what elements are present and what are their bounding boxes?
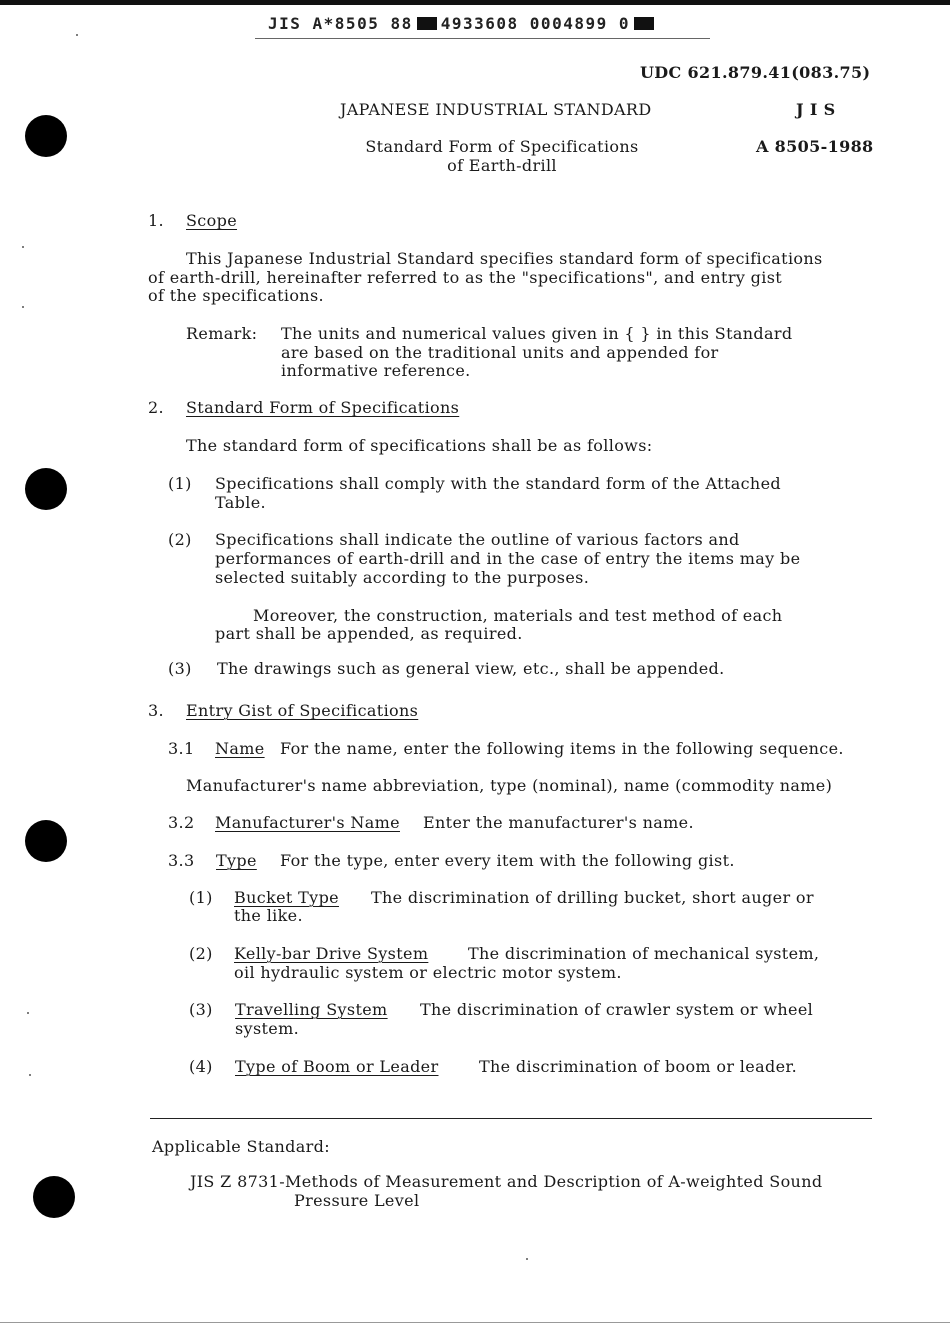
mark-block xyxy=(417,17,437,30)
list-item-text: performances of earth-drill and in the case of entry the items may be xyxy=(215,549,801,568)
scope-para-line: This Japanese Industrial Standard specifies standard form of specifications xyxy=(186,249,823,268)
remark-text-line: informative reference. xyxy=(281,361,471,380)
list-item-text: Specifications shall indicate the outline of various factors and xyxy=(215,530,740,549)
document-title-line1: Standard Form of Specifications xyxy=(365,137,639,156)
mark-block xyxy=(634,17,654,30)
scan-speck xyxy=(76,34,78,36)
standard-org-label: JAPANESE INDUSTRIAL STANDARD xyxy=(340,100,652,119)
type-item-number: (1) xyxy=(189,888,213,907)
remark-text-line: are based on the traditional units and appended for xyxy=(281,343,719,362)
document-title-line2: of Earth-drill xyxy=(447,156,557,175)
section-3-heading: Entry Gist of Specifications xyxy=(186,701,419,720)
standard-designation: A 8505-1988 xyxy=(756,137,874,156)
type-item-text: The discrimination of drilling bucket, short auger or xyxy=(371,888,814,907)
applicable-standard-ref: Pressure Level xyxy=(294,1191,420,1210)
scan-speck xyxy=(526,1258,528,1260)
subsection-text: For the name, enter the following items in the following sequence. xyxy=(280,739,844,758)
section-1-heading: Scope xyxy=(186,211,238,230)
subsection-text: For the type, enter every item with the following gist. xyxy=(280,851,735,870)
subsection-heading: Manufacturer's Name xyxy=(215,813,400,832)
punch-hole xyxy=(33,1176,75,1218)
scope-para-line: of earth-drill, hereinafter referred to as the "specifications", and entry gist xyxy=(148,268,783,287)
type-item-number: (2) xyxy=(189,944,213,963)
scan-speck xyxy=(27,1012,29,1014)
doc-code-right: 4933608 0004899 0 xyxy=(440,14,630,33)
applicable-standard-label: Applicable Standard: xyxy=(152,1137,330,1156)
type-item-heading: Bucket Type xyxy=(234,888,339,907)
bottom-edge-line xyxy=(0,1322,950,1323)
list-item-text: Table. xyxy=(215,493,266,512)
punch-hole xyxy=(25,115,67,157)
scan-speck xyxy=(29,1074,31,1076)
punch-hole xyxy=(25,820,67,862)
code-strip-rule xyxy=(255,38,710,39)
list-item-text: Specifications shall comply with the standard form of the Attached xyxy=(215,474,781,493)
section-3-number: 3. xyxy=(148,701,164,720)
subsection-heading: Name xyxy=(215,739,265,758)
type-item-text: The discrimination of boom or leader. xyxy=(479,1057,798,1076)
footer-divider xyxy=(150,1118,872,1119)
subsection-number: 3.2 xyxy=(168,813,195,832)
list-item-number: (2) xyxy=(168,530,192,549)
subsection-number: 3.1 xyxy=(168,739,195,758)
udc-number: UDC 621.879.41(083.75) xyxy=(640,63,871,82)
list-item-text: selected suitably according to the purposes. xyxy=(215,568,590,587)
type-item-text: oil hydraulic system or electric motor system. xyxy=(234,963,622,982)
list-item-text: part shall be appended, as required. xyxy=(215,624,523,643)
section-2-intro: The standard form of specifications shall be as follows: xyxy=(186,436,653,455)
section-2-number: 2. xyxy=(148,398,164,417)
doc-code-left: JIS A*8505 88 xyxy=(268,14,413,33)
remark-label: Remark: xyxy=(186,324,258,343)
scan-speck xyxy=(22,306,24,308)
document-code-strip xyxy=(268,14,658,33)
section-1-number: 1. xyxy=(148,211,164,230)
subsection-number: 3.3 xyxy=(168,851,195,870)
scope-para-line: of the specifications. xyxy=(148,286,324,305)
list-item-number: (3) xyxy=(168,659,192,678)
punch-hole xyxy=(25,468,67,510)
list-item-number: (1) xyxy=(168,474,192,493)
subsection-text: Enter the manufacturer's name. xyxy=(423,813,694,832)
name-sequence-text: Manufacturer's name abbreviation, type (nominal), name (commodity name) xyxy=(186,776,833,795)
applicable-standard-ref: JIS Z 8731-Methods of Measurement and Description of A-weighted Sound xyxy=(190,1172,823,1191)
type-item-heading: Kelly-bar Drive System xyxy=(234,944,429,963)
subsection-heading: Type xyxy=(216,851,257,870)
type-item-number: (4) xyxy=(189,1057,213,1076)
type-item-number: (3) xyxy=(189,1000,213,1019)
type-item-text: The discrimination of mechanical system, xyxy=(468,944,820,963)
scan-speck xyxy=(22,246,24,248)
list-item-text: The drawings such as general view, etc., shall be appended. xyxy=(217,659,725,678)
type-item-heading: Travelling System xyxy=(235,1000,388,1019)
type-item-heading: Type of Boom or Leader xyxy=(235,1057,439,1076)
type-item-text: system. xyxy=(235,1019,300,1038)
jis-mark: J I S xyxy=(796,100,836,119)
type-item-text: the like. xyxy=(234,906,303,925)
top-edge-bar xyxy=(0,0,950,5)
type-item-text: The discrimination of crawler system or wheel xyxy=(420,1000,814,1019)
list-item-text: Moreover, the construction, materials and test method of each xyxy=(253,606,783,625)
remark-text-line: The units and numerical values given in { } in this Standard xyxy=(281,324,793,343)
section-2-heading: Standard Form of Specifications xyxy=(186,398,460,417)
